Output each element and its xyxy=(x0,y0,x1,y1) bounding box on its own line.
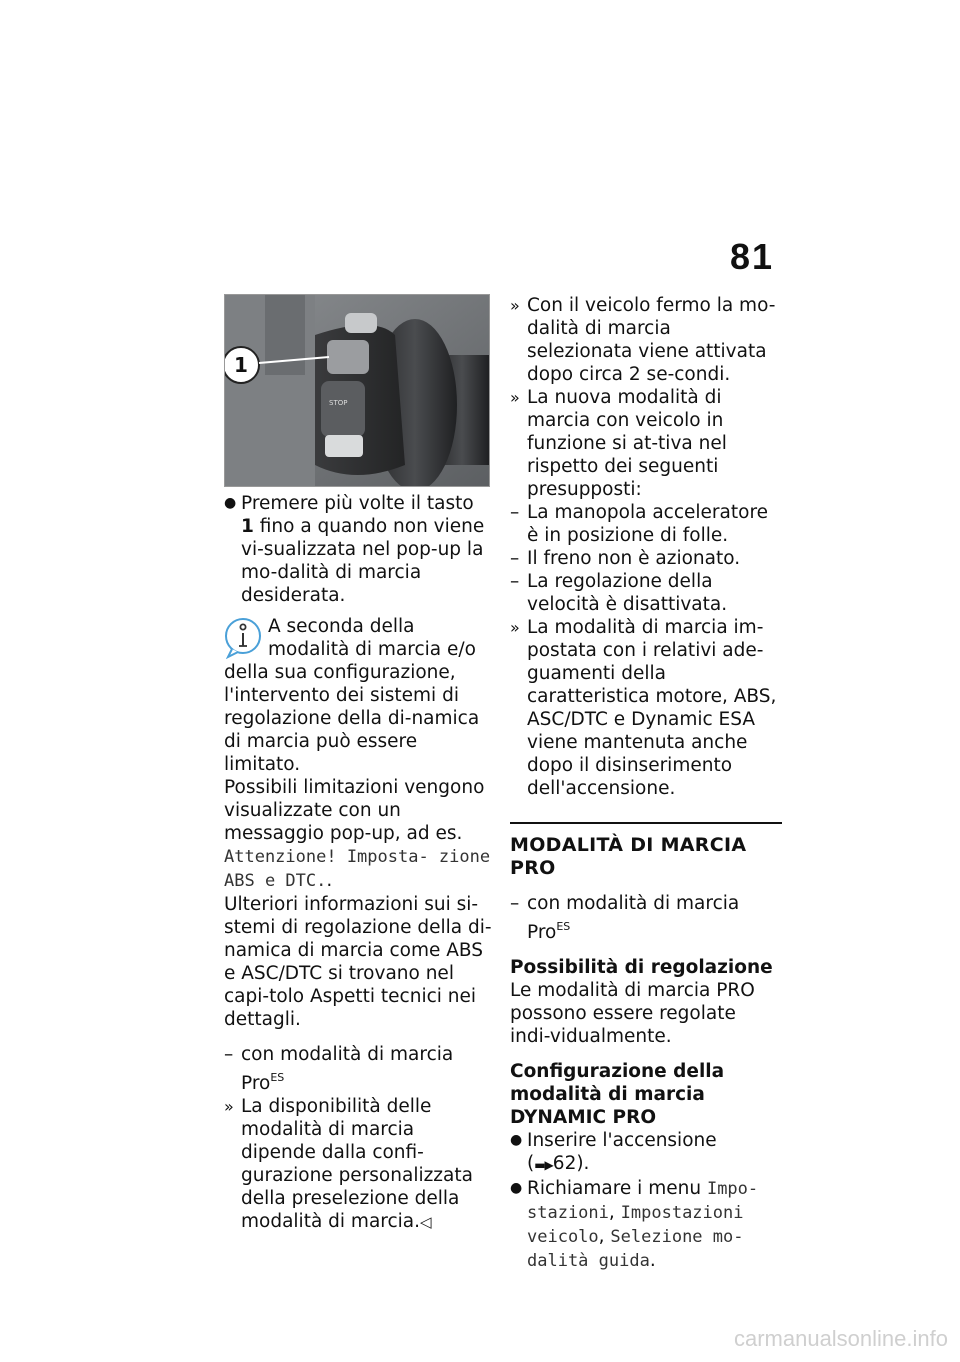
option-sup: ES xyxy=(270,1071,285,1084)
key-label: 1 xyxy=(241,516,254,537)
callout-label: 1 xyxy=(234,353,248,377)
paragraph-popup: Possibili limitazioni vengono visualizzate con un messaggio pop-up, ad es. Attenzione! Imposta- zione ABS e DTC.. xyxy=(224,777,491,891)
page-number: 81 xyxy=(729,236,774,277)
menu-drive-mode: Selezione mo-dalità guida xyxy=(527,1227,744,1271)
result-arrow-icon: » xyxy=(510,618,520,637)
info-note xyxy=(224,615,492,776)
right-column xyxy=(510,294,782,1273)
popup-message: Attenzione! Imposta- zione ABS e DTC. xyxy=(224,847,491,891)
result-item: » Con il veicolo fermo la mo-dalità di marcia selezionata viene attivata dopo circa 2 se-condi. xyxy=(510,295,776,385)
bullet-icon: ● xyxy=(510,1180,523,1196)
paragraph-more-info: Ulteriori informazioni sui si-stemi di regolazione della di-namica di marcia come ABS e ASC/DTC si trovano nel capi-tolo Aspetti tecnici nei dettagli. xyxy=(224,894,492,1030)
menu-settings: Impo-stazioni xyxy=(527,1179,759,1223)
handlebar-switch-photo xyxy=(224,294,490,487)
watermark: carmanualsonline.info xyxy=(733,1326,948,1351)
bullet-icon: ● xyxy=(224,495,237,511)
list-item-step-press: ● Premere più volte il tasto 1 fino a quando non viene vi-sualizzata nel pop-up la mo-dalità di marcia desiderata. xyxy=(224,493,485,606)
list-item-menu: ● Richiamare i menu Impo-stazioni, Impostazioni veicolo, Selezione mo-dalità guida. xyxy=(510,1178,759,1271)
section-title: MODALITÀ DI MARCIA PRO xyxy=(510,834,747,879)
subsection-title: Possibilità di regolazione xyxy=(510,957,773,978)
stop-label: STOP xyxy=(329,399,348,407)
left-column xyxy=(224,492,492,1234)
condition-item: – La manopola acceleratore è in posizione di folle. xyxy=(510,502,769,546)
section-divider xyxy=(510,822,782,824)
list-item-ignition: ● Inserire l'accensione (▬▶62). xyxy=(510,1130,717,1174)
bullet-icon: ● xyxy=(510,1132,523,1148)
condition-item: – Il freno non è azionato. xyxy=(510,548,741,569)
menu-vehicle-settings: Impostazioni veicolo xyxy=(527,1203,744,1247)
subsection-text: Le modalità di marcia PRO possono essere regolate indi-vidualmente. xyxy=(510,980,755,1047)
subsection-title: Configurazione della modalità di marcia DYNAMIC PRO xyxy=(510,1061,725,1128)
option-sup: ES xyxy=(556,920,571,933)
result-arrow-icon: » xyxy=(224,1097,234,1116)
option-line: – con modalità di marcia Pro$^{ES}$ xyxy=(510,893,740,943)
result-item: » La nuova modalità di marcia con veicolo in funzione si at-tiva nel rispetto dei seguenti presupposti: xyxy=(510,387,727,500)
info-text: A seconda della modalità di marcia e/o della sua configurazione, l'intervento dei sistemi di regolazione della di-namica di marcia può essere limitato. xyxy=(224,616,480,775)
page-ref[interactable]: 62 xyxy=(552,1153,577,1174)
info-icon xyxy=(224,617,262,659)
result-arrow-icon: » xyxy=(510,388,520,407)
page-ref-arrow-icon: ▬▶ xyxy=(534,1158,553,1172)
end-mark-icon: ◁ xyxy=(420,1213,432,1231)
result-item: » La modalità di marcia im-postata con i relativi ade-guamenti della caratteristica motore, ABS, ASC/DTC e Dynamic ESA viene mantenuta anche dopo il disinserimento dell'accensione. xyxy=(510,617,777,799)
result-item: » La disponibilità delle modalità di marcia dipende dalla confi-gurazione personalizzata della preselezione della modalità di marcia.◁ xyxy=(224,1096,473,1232)
option-line: – con modalità di marcia Pro$^{ES}$ xyxy=(224,1044,454,1094)
condition-item: – La regolazione della velocità è disattivata. xyxy=(510,571,728,615)
result-arrow-icon: » xyxy=(510,296,520,315)
